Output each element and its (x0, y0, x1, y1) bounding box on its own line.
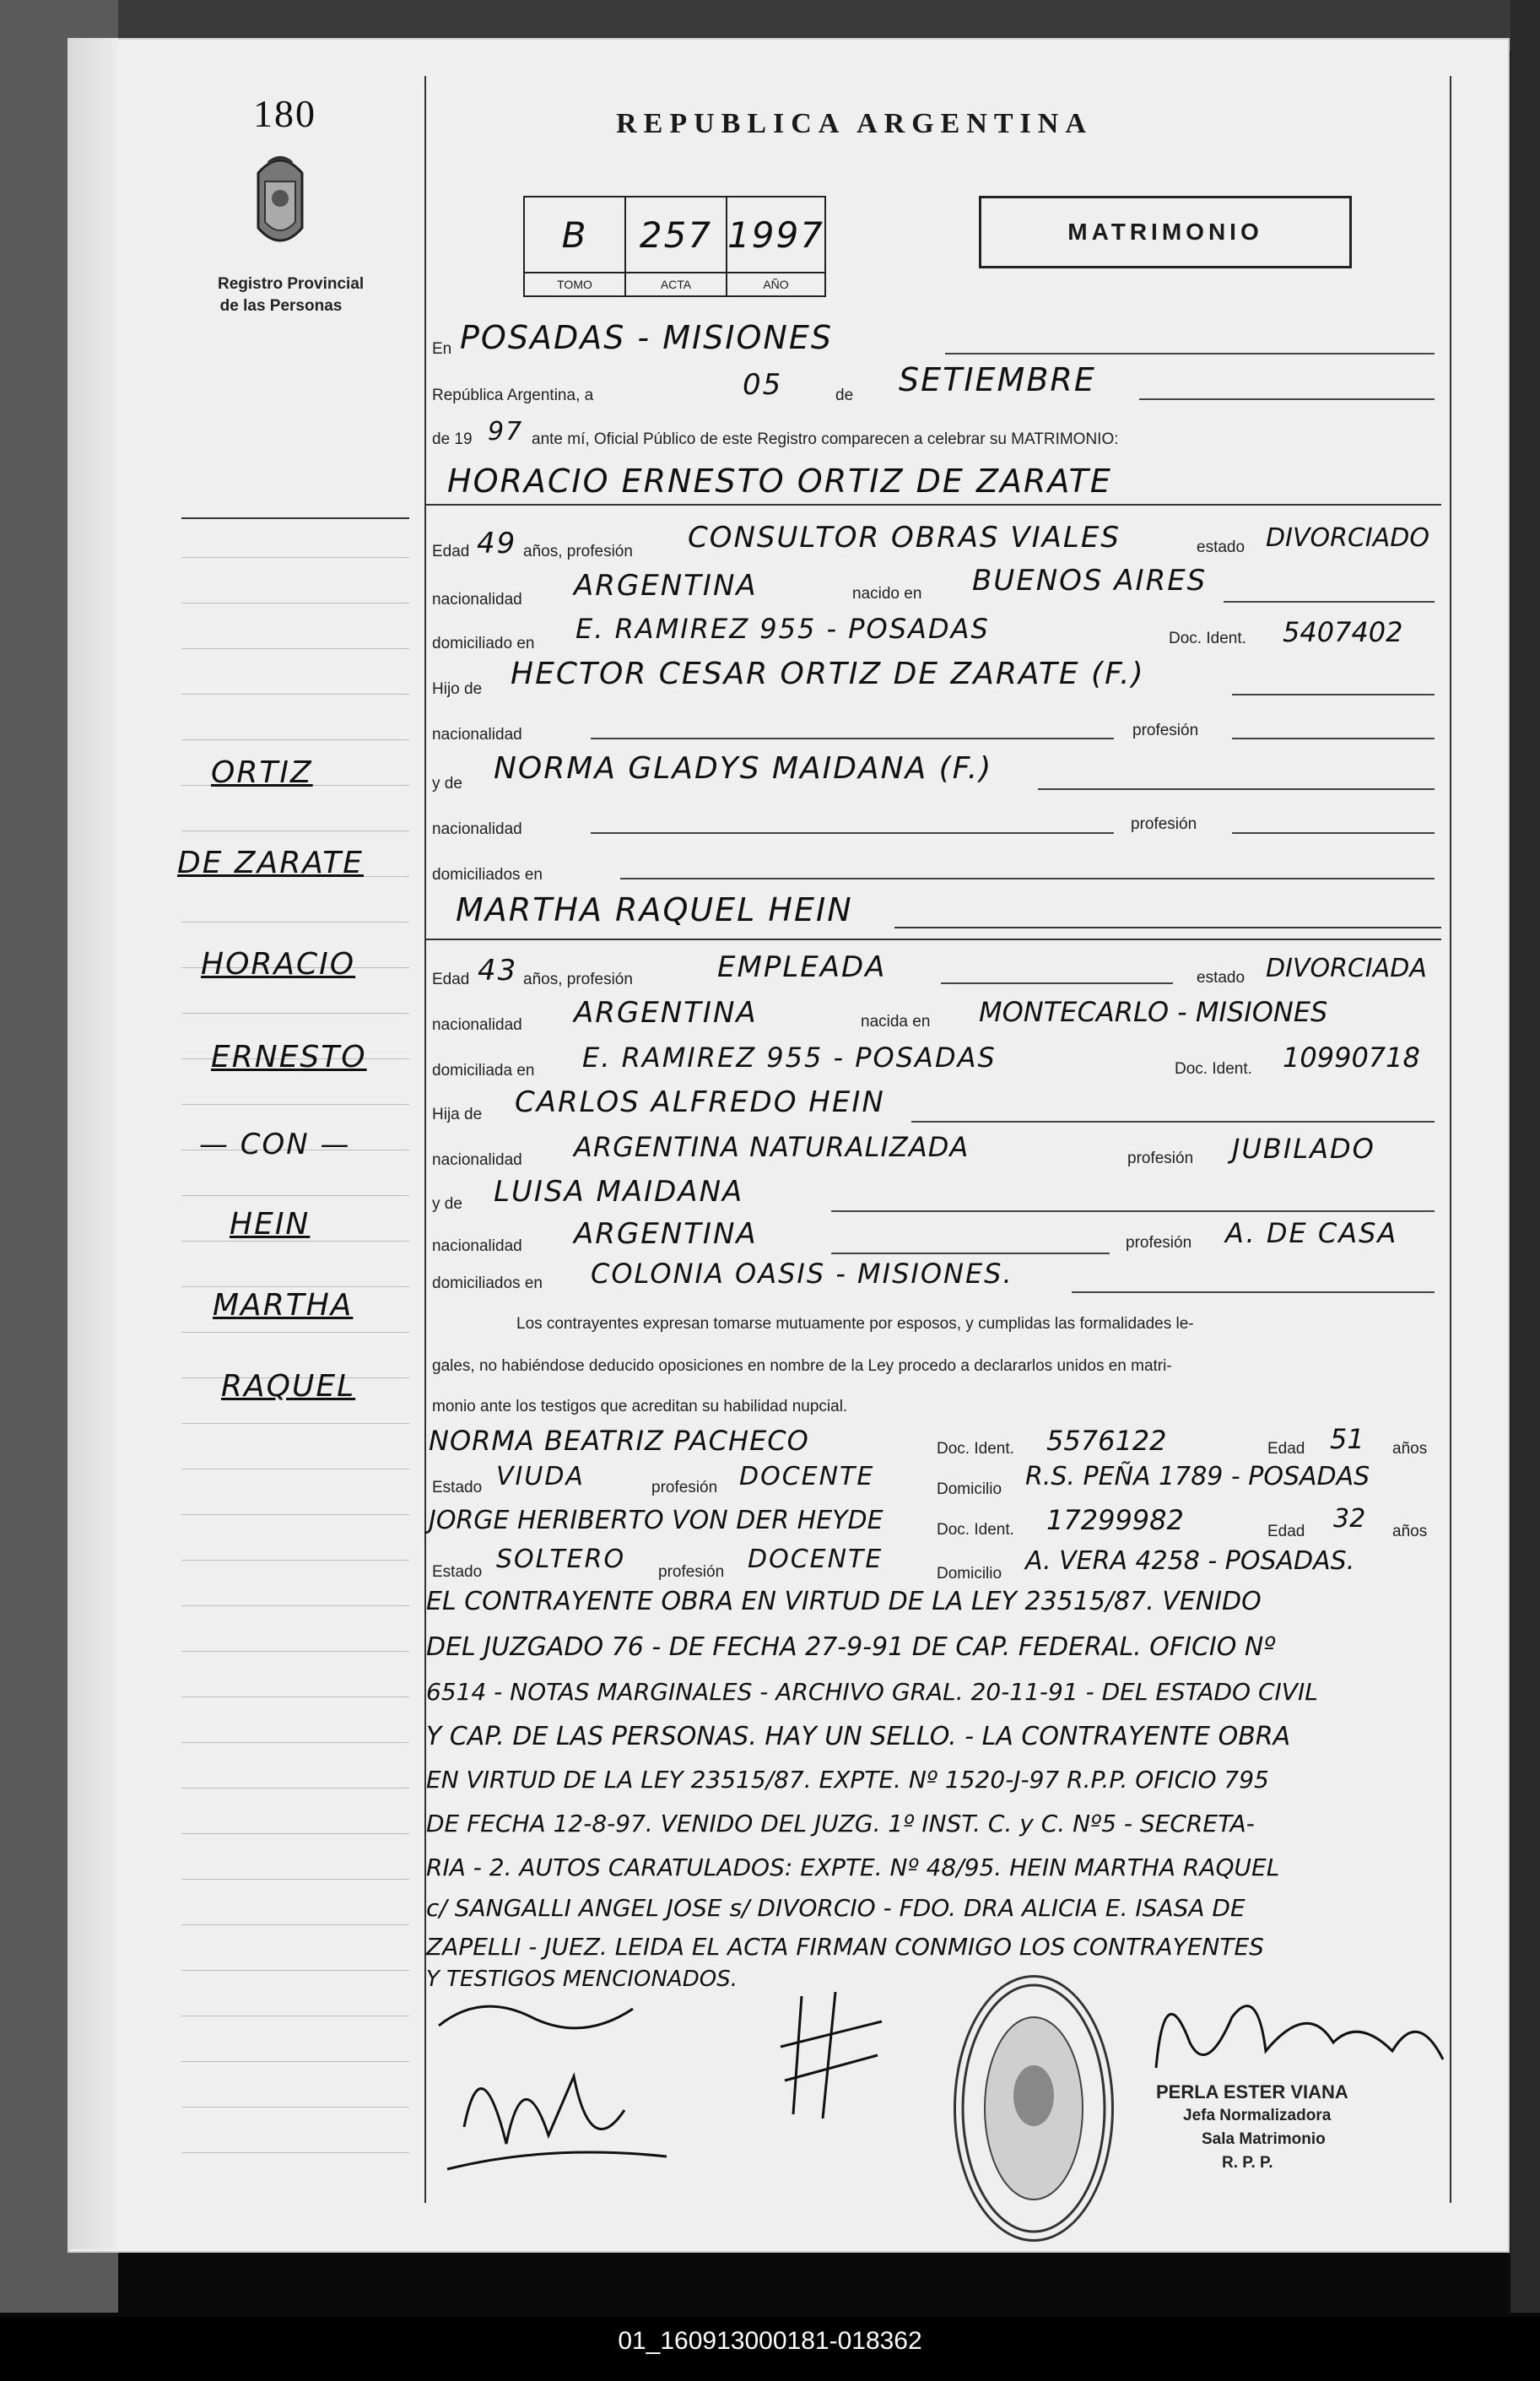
witness2-address: A. VERA 4258 - POSADAS. (1025, 1546, 1355, 1576)
groom-name: HORACIO ERNESTO ORTIZ DE ZARATE (447, 463, 1112, 500)
bride-profession: EMPLEADA (717, 950, 887, 984)
groom-father-prof-line (1232, 738, 1435, 739)
bride-anos-profesion-label: años, profesión (523, 971, 633, 988)
bride-mother-nationality: ARGENTINA (574, 1217, 758, 1251)
groom-domiciliados-line (620, 878, 1435, 879)
bride-age: 43 (478, 954, 518, 988)
bride-name-rule (424, 939, 1441, 940)
witness2-domicilio-label: Domicilio (937, 1565, 1002, 1583)
margin-name: HORACIO (201, 947, 356, 982)
margin-ruled-line (181, 1195, 409, 1196)
groom-edad-label: Edad (432, 543, 470, 560)
note-line: Y CAP. DE LAS PERSONAS. HAY UN SELLO. - LA CONTRAYENTE OBRA (426, 1722, 1291, 1751)
bride-doc: 10990718 (1283, 1042, 1420, 1074)
groom-mother-line (1038, 788, 1435, 790)
tomo-cell (525, 198, 626, 295)
day: 05 (743, 368, 783, 402)
groom-mother-prof-line (1232, 832, 1435, 834)
groom-mother-nac-label: nacionalidad (432, 820, 522, 838)
note-line: EL CONTRAYENTE OBRA EN VIRTUD DE LA LEY 23515/87. VENIDO (426, 1587, 1262, 1616)
margin-ruled-line (181, 2107, 409, 2108)
groom-father-line (1232, 694, 1435, 695)
witness1-edad-label: Edad (1267, 1440, 1305, 1458)
bride-edad-label: Edad (432, 971, 470, 988)
witness2-name: JORGE HERIBERTO VON DER HEYDE (429, 1506, 883, 1535)
place: POSADAS - MISIONES (460, 319, 833, 356)
declaration-line3: monio ante los testigos que acreditan su habilidad nupcial. (432, 1398, 848, 1415)
bride-domiciliada-label: domiciliada en (432, 1062, 535, 1080)
margin-ruled-line (181, 1696, 409, 1697)
official-title2: Sala Matrimonio (1202, 2130, 1326, 2148)
registry-line2: de las Personas (219, 297, 343, 315)
groom-father-nac-label: nacionalidad (432, 726, 522, 744)
bride-signature (776, 1988, 886, 2123)
groom-name-rule (424, 504, 1441, 506)
margin-name: MARTHA (213, 1288, 354, 1323)
image-caption: 01_160913000181-018362 (618, 2327, 922, 2355)
note-line: EN VIRTUD DE LA LEY 23515/87. EXPTE. Nº 1520-J-97 R.P.P. OFICIO 795 (426, 1766, 1269, 1794)
witness2-doc: 17299982 (1046, 1504, 1184, 1536)
note-line: RIA - 2. AUTOS CARATULADOS: EXPTE. Nº 48/95. HEIN MARTHA RAQUEL (426, 1853, 1280, 1881)
intro-statement: ante mí, Oficial Público de este Registro comparecen a celebrar su MATRIMONIO: (532, 430, 1119, 448)
witness1-doc: 5576122 (1046, 1425, 1167, 1457)
coat-of-arms-icon (251, 148, 309, 257)
note-line: DE FECHA 12-8-97. VENIDO DEL JUZG. 1º INST. C. y C. Nº5 - SECRETA- (426, 1810, 1255, 1837)
bride-parents-address-line (1072, 1291, 1435, 1293)
month-line (1139, 398, 1435, 400)
ano-label: AÑO (727, 272, 824, 295)
ano-cell (727, 198, 824, 295)
year-suffix: 97 (488, 417, 524, 446)
acta-cell (626, 198, 727, 295)
groom-nationality: ARGENTINA (574, 569, 758, 603)
margin-ruled-line (181, 1013, 409, 1014)
groom-doc: 5407402 (1283, 616, 1403, 648)
margin-ruled-line (181, 2152, 409, 2153)
margin-ruled-line (181, 739, 409, 740)
bride-hija-label: Hija de (432, 1106, 483, 1123)
groom-hijo-label: Hijo de (432, 680, 483, 698)
groom-father-nac-line (591, 738, 1114, 739)
bride-domiciliados-label: domiciliados en (432, 1274, 543, 1292)
witness1-status: VIUDA (496, 1462, 585, 1491)
registry-line1: Registro Provincial (218, 275, 365, 293)
page-number: 180 (253, 92, 316, 135)
witness1-profession: DOCENTE (739, 1462, 875, 1491)
groom-birthplace: BUENOS AIRES (972, 564, 1208, 598)
groom-address: E. RAMIREZ 955 - POSADAS (575, 613, 990, 645)
record-number-box (523, 196, 826, 297)
margin-ruled-line (181, 1833, 409, 1834)
witness1-estado-label: Estado (432, 1479, 483, 1496)
margin-ruled-line (181, 1924, 409, 1925)
bride-civil-status: DIVORCIADA (1266, 954, 1427, 983)
note-line: c/ SANGALLI ANGEL JOSE s/ DIVORCIO - FDO. DRA ALICIA E. ISASA DE (426, 1894, 1246, 1922)
note-line: 6514 - NOTAS MARGINALES - ARCHIVO GRAL. 20-11-91 - DEL ESTADO CIVIL (426, 1678, 1318, 1706)
witness2-status: SOLTERO (496, 1545, 626, 1574)
bride-mother-nat-line (831, 1253, 1110, 1254)
bride-father: CARLOS ALFREDO HEIN (515, 1085, 885, 1119)
bride-father-nationality: ARGENTINA NATURALIZADA (574, 1131, 970, 1163)
witness1-domicilio-label: Domicilio (937, 1480, 1002, 1498)
margin-ruled-line (181, 922, 409, 923)
groom-nacionalidad-label: nacionalidad (432, 591, 522, 609)
bride-mother-prof-label: profesión (1126, 1234, 1192, 1252)
groom-domiciliado-label: domiciliado en (432, 635, 535, 652)
place-line (945, 353, 1435, 354)
witness2-edad-label: Edad (1267, 1523, 1305, 1540)
witness2-anos-label: años (1392, 1523, 1428, 1540)
ano-value: 1997 (727, 214, 824, 256)
bride-father-line (911, 1121, 1435, 1123)
margin-name: — CON — (199, 1128, 351, 1161)
bride-father-prof-label: profesión (1127, 1150, 1194, 1167)
margin-name: RAQUEL (221, 1369, 356, 1404)
witness1-age: 51 (1330, 1423, 1364, 1455)
groom-civil-status: DIVORCIADO (1266, 523, 1429, 553)
bride-address: E. RAMIREZ 955 - POSADAS (582, 1042, 997, 1074)
bride-father-profession: JUBILADO (1232, 1133, 1375, 1165)
bride-estado-label: estado (1197, 969, 1246, 987)
groom-doc-label: Doc. Ident. (1169, 630, 1246, 647)
de-label: de (835, 387, 854, 404)
official-title3: R. P. P. (1222, 2154, 1273, 2172)
bride-mother-line (831, 1210, 1435, 1212)
declaration-line2: gales, no habiéndose deducido oposiciones en nombre de la Ley procedo a declararlos unidos en matri- (432, 1357, 1172, 1375)
official-name: PERLA ESTER VIANA (1156, 2081, 1348, 2102)
bride-birthplace: MONTECARLO - MISIONES (979, 996, 1328, 1028)
acta-value: 257 (639, 214, 713, 256)
bride-father-nac-label: nacionalidad (432, 1151, 522, 1169)
bride-y-de-label: y de (432, 1195, 462, 1213)
bride-parents-address: COLONIA OASIS - MISIONES. (591, 1258, 1013, 1290)
margin-name: ERNESTO (211, 1040, 367, 1074)
bride-mother-profession: A. DE CASA (1225, 1217, 1398, 1249)
groom-estado-label: estado (1197, 538, 1246, 556)
margin-ruled-line (181, 648, 409, 649)
year-prefix: de 19 (432, 430, 473, 448)
margin-rule (181, 517, 409, 519)
margin-ruled-line (181, 1332, 409, 1333)
groom-anos-profesion-label: años, profesión (523, 543, 633, 560)
margin-ruled-line (181, 1423, 409, 1424)
bride-nacionalidad-label: nacionalidad (432, 1016, 522, 1034)
republica-label: República Argentina, a (432, 387, 594, 404)
note-line: ZAPELLI - JUEZ. LEIDA EL ACTA FIRMAN CONMIGO LOS CONTRAYENTES (426, 1933, 1264, 1961)
bride-nationality: ARGENTINA (574, 996, 758, 1030)
groom-age: 49 (477, 527, 517, 560)
acta-label: ACTA (626, 272, 726, 295)
margin-ruled-line (181, 1560, 409, 1561)
margin-ruled-line (181, 1651, 409, 1652)
groom-birthplace-line (1224, 601, 1435, 603)
margin-ruled-line (181, 1970, 409, 1971)
registry-seal-icon (954, 1975, 1114, 2242)
scan-background-right (1510, 0, 1540, 2313)
groom-signature (430, 1975, 684, 2186)
official-signature (1139, 1967, 1460, 2093)
margin-ruled-line (181, 1286, 409, 1287)
groom-mother-nac-line (591, 832, 1114, 834)
witness1-name: NORMA BEATRIZ PACHECO (429, 1425, 809, 1457)
bride-name-line (894, 927, 1441, 928)
witness1-anos-label: años (1392, 1440, 1428, 1458)
en-label: En (432, 340, 452, 358)
groom-mother: NORMA GLADYS MAIDANA (F.) (494, 751, 993, 786)
groom-y-de-label: y de (432, 775, 462, 793)
bride-mother: LUISA MAIDANA (494, 1175, 744, 1209)
tomo-label: TOMO (525, 272, 624, 295)
margin-ruled-line (181, 557, 409, 558)
note-line: DEL JUZGADO 76 - DE FECHA 27-9-91 DE CAP. FEDERAL. OFICIO Nº (426, 1632, 1276, 1662)
witness2-estado-label: Estado (432, 1563, 483, 1581)
margin-ruled-line (181, 1514, 409, 1515)
groom-domiciliados-label: domiciliados en (432, 866, 543, 884)
margin-ruled-line (181, 1605, 409, 1606)
witness2-profession: DOCENTE (748, 1545, 883, 1574)
groom-father: HECTOR CESAR ORTIZ DE ZARATE (F.) (511, 657, 1145, 691)
groom-father-prof-label: profesión (1132, 722, 1199, 739)
tomo-value: B (561, 214, 588, 256)
margin-name: DE ZARATE (177, 846, 364, 880)
groom-nacido-label: nacido en (852, 585, 922, 603)
right-border (1450, 76, 1451, 2203)
record-type-box: MATRIMONIO (979, 196, 1352, 268)
country-title: REPUBLICA ARGENTINA (616, 108, 1093, 139)
witness1-address: R.S. PEÑA 1789 - POSADAS (1025, 1462, 1370, 1491)
witness1-doc-label: Doc. Ident. (937, 1440, 1014, 1458)
bride-doc-label: Doc. Ident. (1175, 1060, 1252, 1078)
groom-mother-prof-label: profesión (1131, 815, 1197, 833)
witness1-profesion-label: profesión (651, 1479, 718, 1496)
bride-profession-line (941, 982, 1173, 984)
margin-ruled-line (181, 1742, 409, 1743)
month: SETIEMBRE (899, 361, 1096, 398)
witness2-doc-label: Doc. Ident. (937, 1521, 1014, 1539)
bride-nacida-label: nacida en (861, 1013, 931, 1031)
witness2-profesion-label: profesión (658, 1563, 725, 1581)
page-binding (68, 38, 118, 2249)
witness2-age: 32 (1333, 1504, 1366, 1534)
official-title1: Jefa Normalizadora (1183, 2107, 1332, 2124)
groom-profession: CONSULTOR OBRAS VIALES (688, 521, 1121, 555)
declaration-line1: Los contrayentes expresan tomarse mutuamente por esposos, y cumplidas las formalidades le- (516, 1315, 1194, 1333)
note-line: Y TESTIGOS MENCIONADOS. (426, 1967, 738, 1992)
margin-ruled-line (181, 2061, 409, 2062)
margin-ruled-line (181, 694, 409, 695)
bride-mother-nac-label: nacionalidad (432, 1237, 522, 1255)
margin-name: HEIN (230, 1207, 311, 1242)
bride-name: MARTHA RAQUEL HEIN (456, 891, 853, 928)
margin-ruled-line (181, 1879, 409, 1880)
margin-divider (424, 76, 426, 2203)
margin-ruled-line (181, 1104, 409, 1105)
margin-name: ORTIZ (211, 755, 313, 790)
